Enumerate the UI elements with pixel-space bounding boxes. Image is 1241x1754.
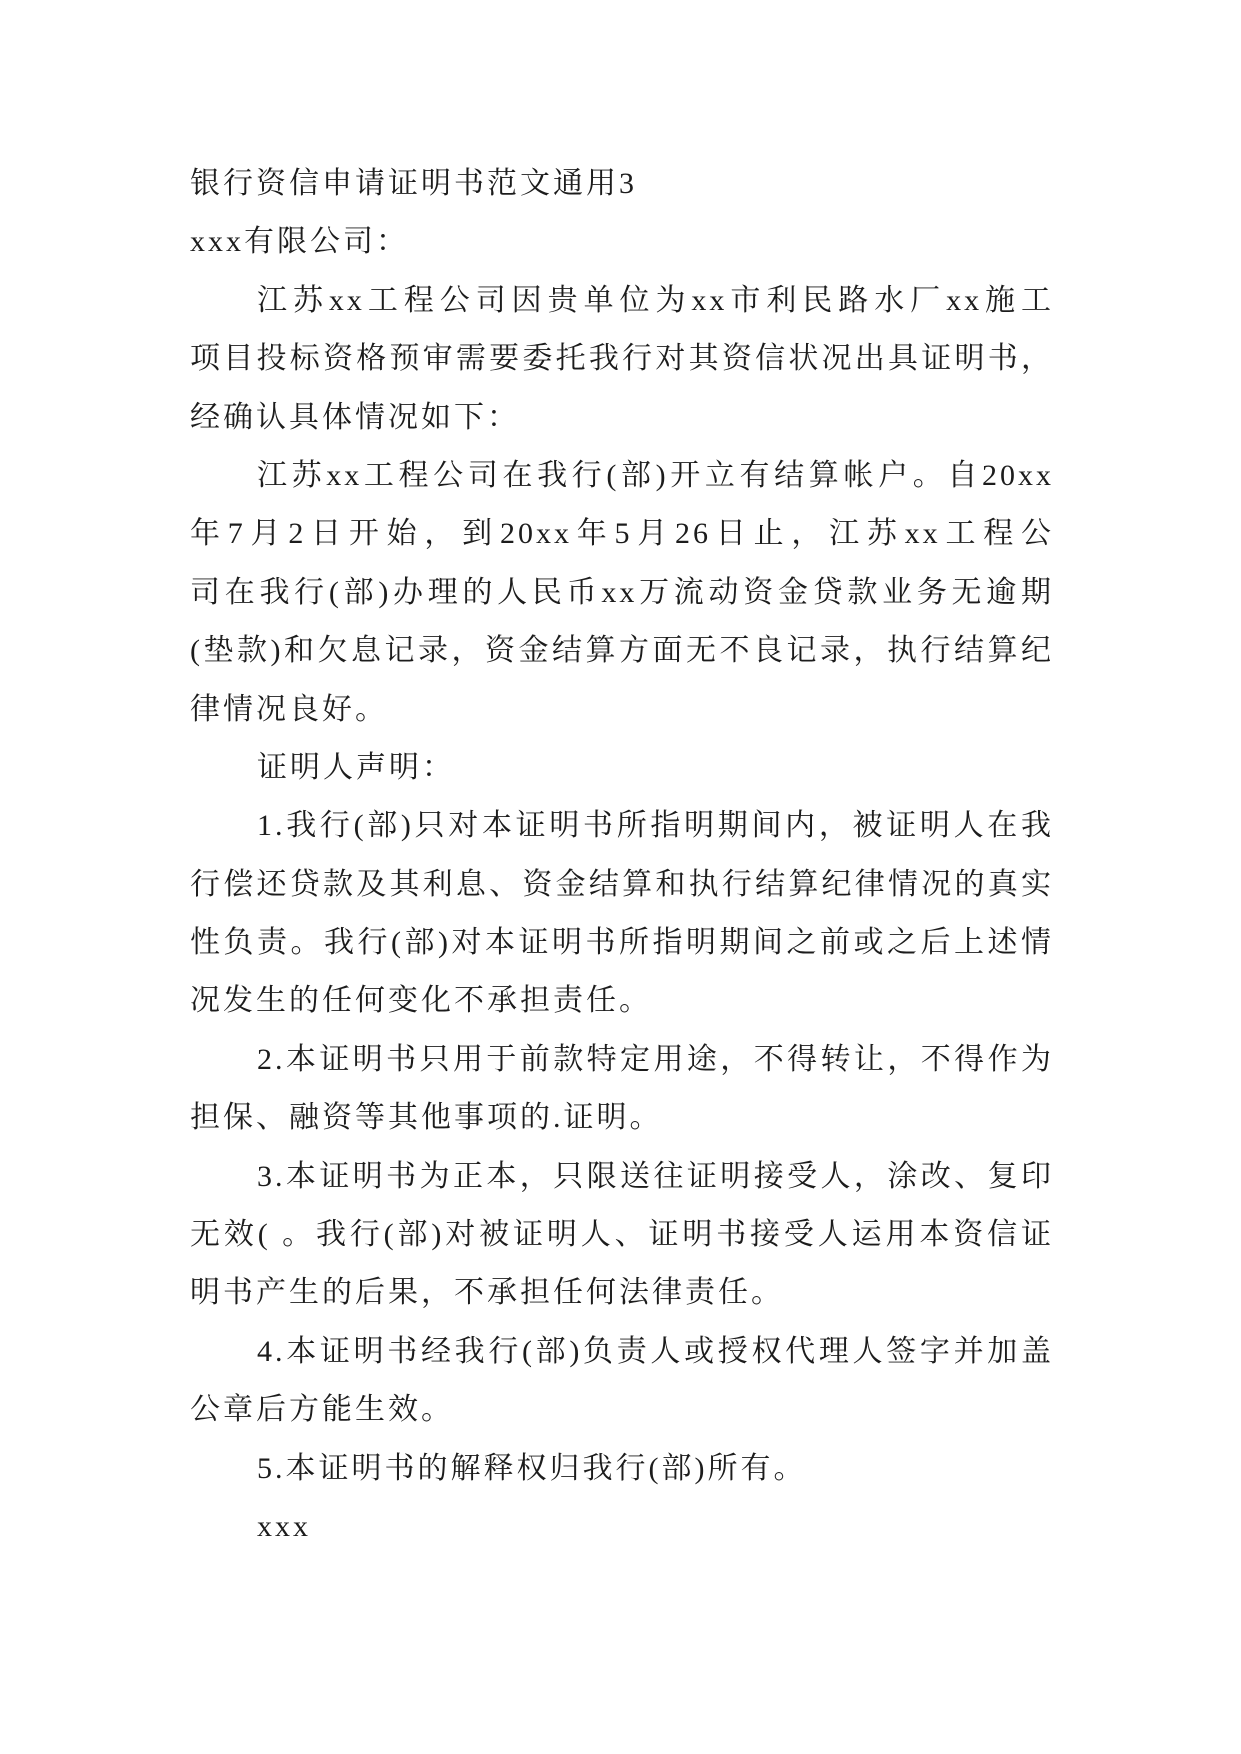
paragraph-purpose bbox=[190, 272, 1054, 447]
paragraph-line: 司在我行(部)办理的人民币xx万流动资金贷款业务无逾期 bbox=[190, 575, 1054, 609]
signature: xxx bbox=[257, 1509, 311, 1543]
declaration-heading: 证明人声明： bbox=[257, 750, 455, 784]
paragraph-line: 江苏xx工程公司在我行(部)开立有结算帐户。自20xx bbox=[257, 458, 1054, 492]
paragraph-line: 项目投标资格预审需要委托我行对其资信状况出具证明书， bbox=[190, 342, 1054, 376]
paragraph-account-status bbox=[190, 447, 1054, 739]
paragraph-line: 况发生的任何变化不承担责任。 bbox=[190, 984, 652, 1018]
paragraph-line: 1.我行(部)只对本证明书所指明期间内，被证明人在我 bbox=[257, 809, 1054, 843]
paragraph-line: 4.本证明书经我行(部)负责人或授权代理人签字并加盖 bbox=[257, 1334, 1054, 1368]
paragraph-line: 行偿还贷款及其利息、资金结算和执行结算纪律情况的真实 bbox=[190, 867, 1054, 901]
paragraph-line: 2.本证明书只用于前款特定用途，不得转让，不得作为 bbox=[257, 1042, 1054, 1076]
paragraph-line: 担保、融资等其他事项的.证明。 bbox=[190, 1101, 663, 1135]
paragraph-line: 无效( 。我行(部)对被证明人、证明书接受人运用本资信证 bbox=[190, 1218, 1054, 1252]
paragraph-line: (垫款)和欠息记录，资金结算方面无不良记录，执行结算纪 bbox=[190, 634, 1054, 668]
document-title: 银行资信申请证明书范文通用3 bbox=[190, 167, 637, 200]
paragraph-line: 公章后方能生效。 bbox=[190, 1393, 454, 1427]
paragraph-line: 江苏xx工程公司因贵单位为xx市利民路水厂xx施工 bbox=[257, 283, 1054, 317]
paragraph-line: 明书产生的后果，不承担任何法律责任。 bbox=[190, 1276, 784, 1310]
salutation: xxx有限公司： bbox=[190, 225, 409, 259]
declaration-item-5 bbox=[190, 1440, 1054, 1498]
paragraph-line: 5.本证明书的解释权归我行(部)所有。 bbox=[257, 1451, 807, 1485]
document-body bbox=[190, 155, 1054, 1556]
paragraph-line: 性负责。我行(部)对本证明书所指明期间之前或之后上述情 bbox=[190, 926, 1054, 960]
declaration-item-3 bbox=[190, 1148, 1054, 1323]
paragraph-line: 经确认具体情况如下： bbox=[190, 400, 520, 434]
paragraph-line: 3.本证明书为正本，只限送往证明接受人，涂改、复印 bbox=[257, 1159, 1054, 1193]
declaration-item-1 bbox=[190, 797, 1054, 1031]
paragraph-line: 年7月2日开始，到20xx年5月26日止，江苏xx工程公 bbox=[190, 517, 1054, 551]
declaration-item-4 bbox=[190, 1323, 1054, 1440]
declaration-item-2 bbox=[190, 1031, 1054, 1148]
paragraph-line: 律情况良好。 bbox=[190, 692, 388, 726]
